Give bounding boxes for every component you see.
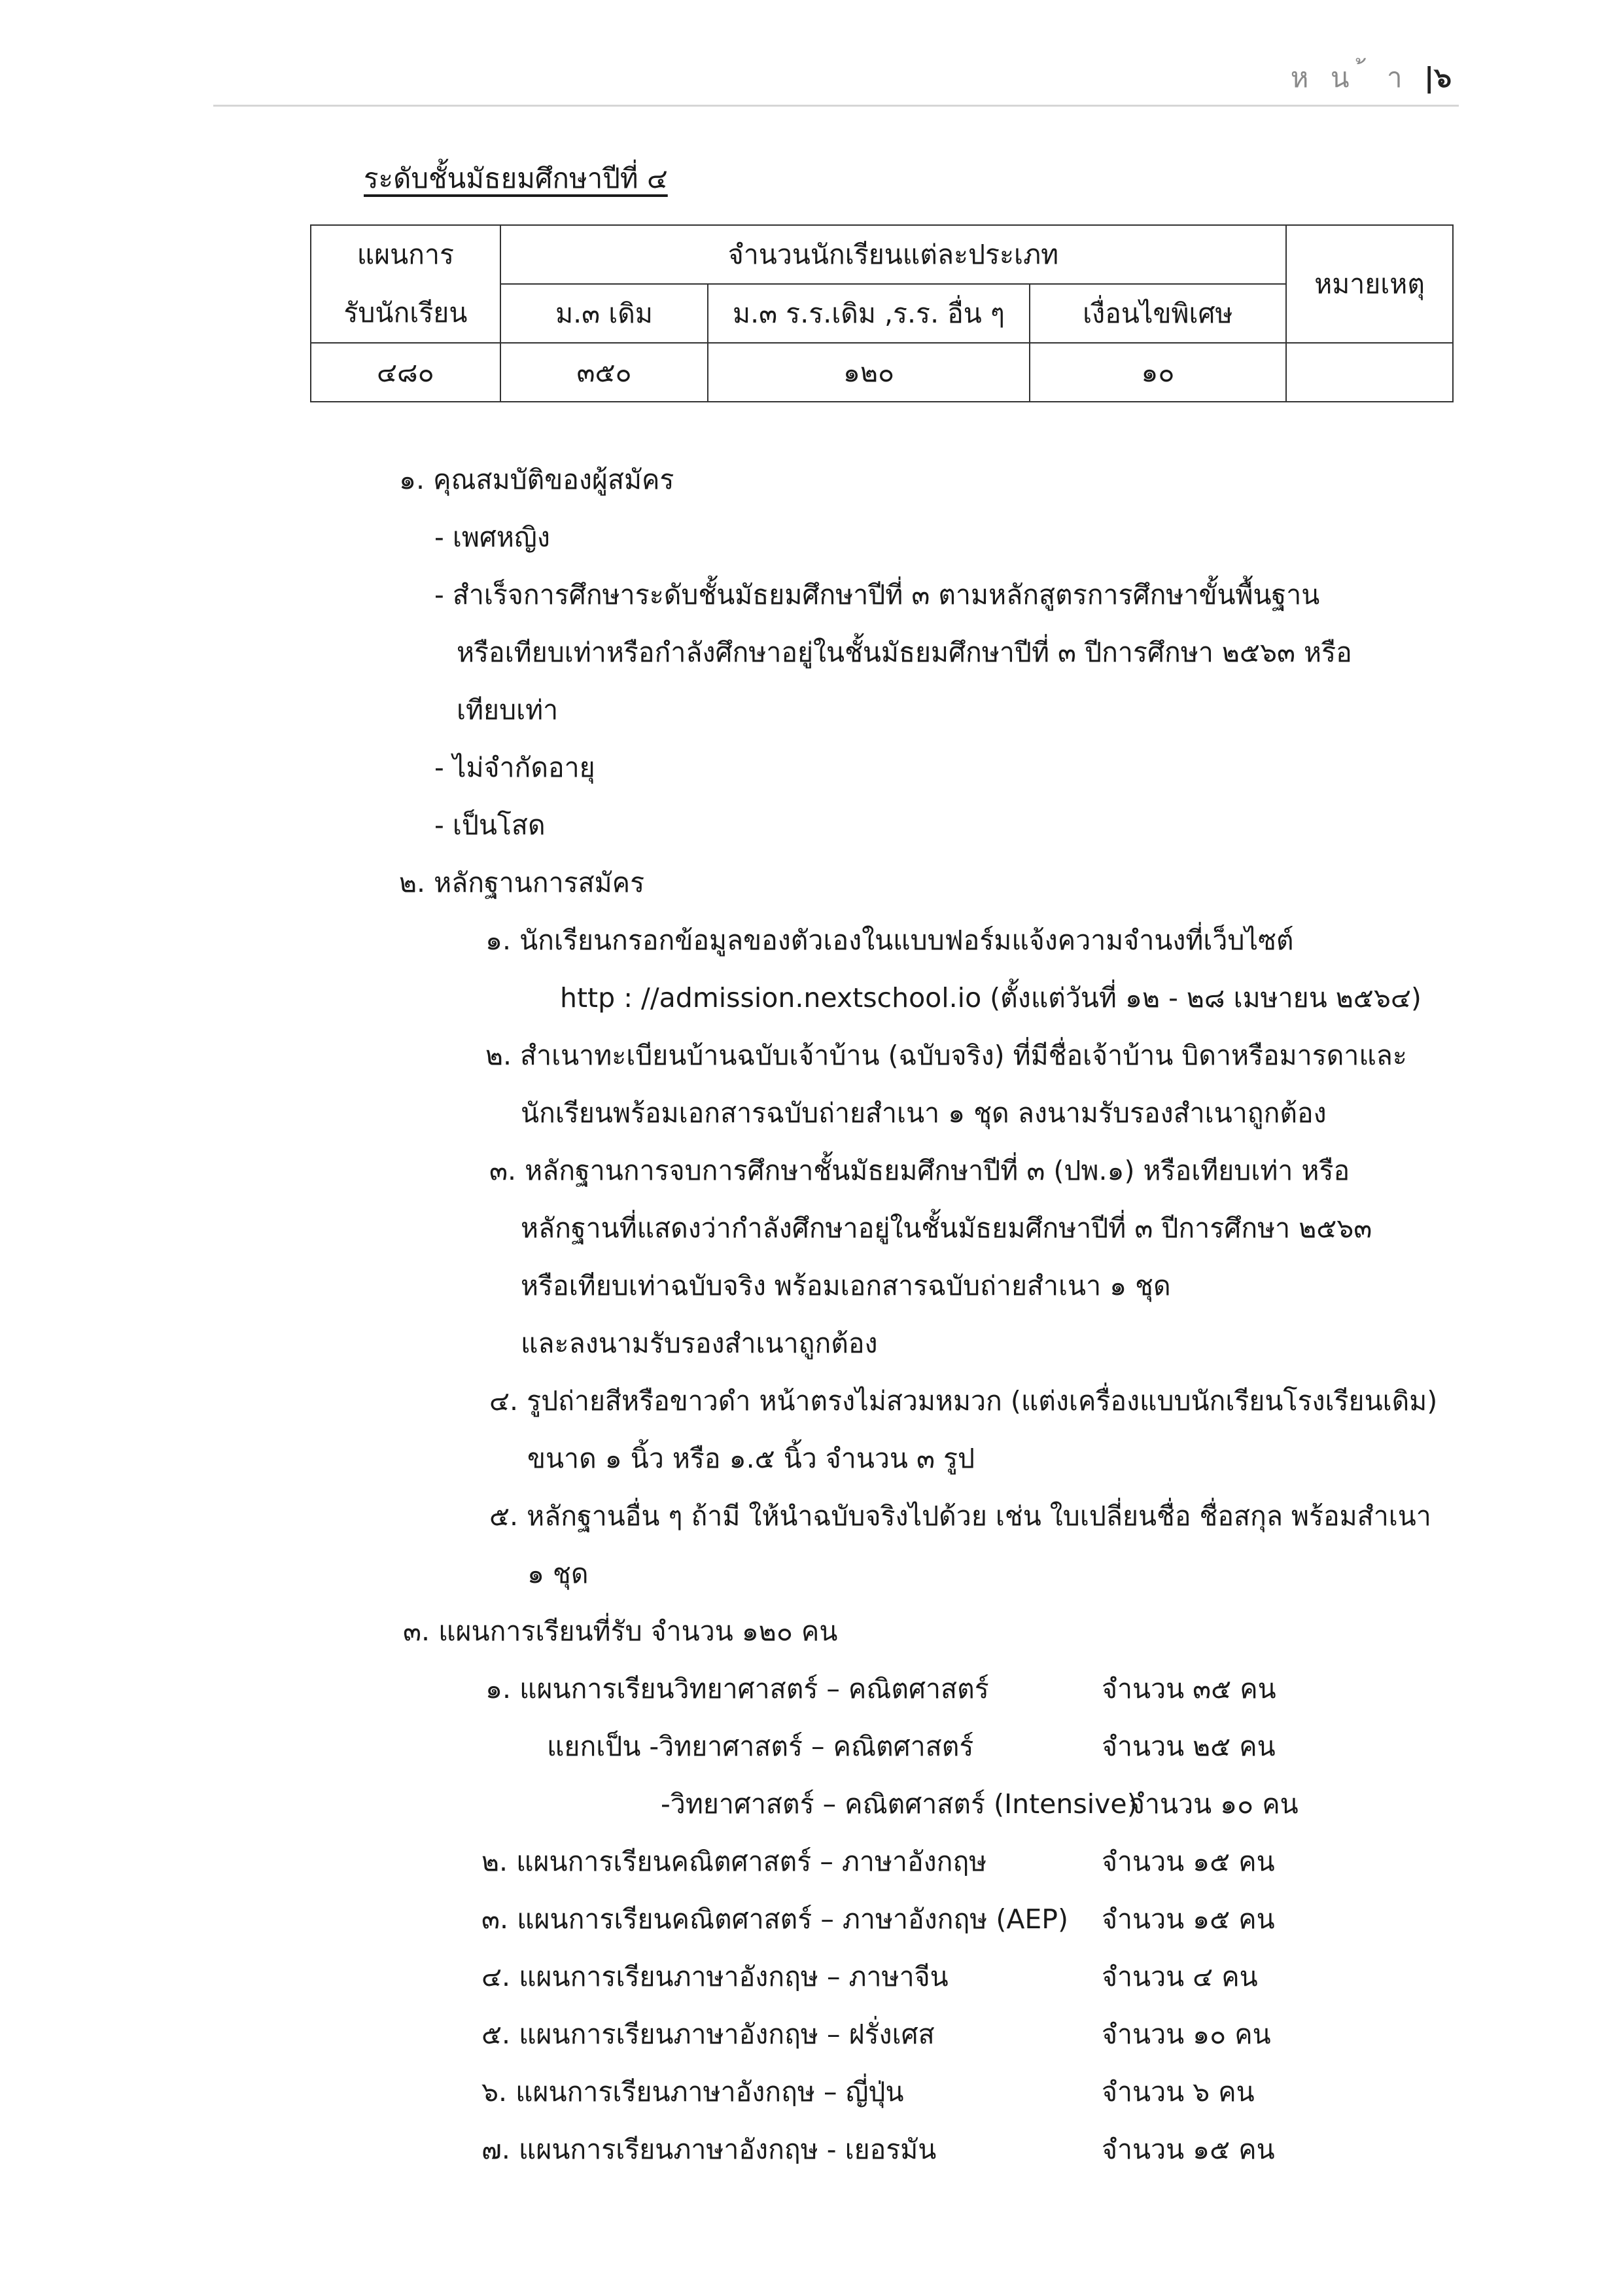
section-heading: ระดับชั้นมัธยมศึกษาปีที่ ๔	[364, 162, 668, 194]
plan-name: ๒. แผนการเรียนคณิตศาสตร์ – ภาษาอังกฤษ	[481, 1846, 987, 1877]
page-separator: |	[1423, 62, 1435, 94]
list-item: - เป็นโสด	[434, 809, 546, 841]
cell-m3-original: ๓๕๐	[500, 343, 708, 402]
list-item: http : //admission.nextschool.io (ตั้งแต่วันที่ ๑๒ - ๒๘ เมษายน ๒๕๖๔)	[560, 982, 1422, 1014]
subheader-m3-other: ม.๓ ร.ร.เดิม ,ร.ร. อื่น ๆ	[708, 284, 1029, 343]
subheader-special: เงื่อนไขพิเศษ	[1030, 284, 1287, 343]
student-count-group-header: จำนวนนักเรียนแต่ละประเภท	[500, 225, 1286, 284]
plan-count: จำนวน ๖ คน	[1102, 2076, 1255, 2108]
plan-count: จำนวน ๑๐ คน	[1129, 1788, 1299, 1820]
plan-name: ๕. แผนการเรียนภาษาอังกฤษ – ฝรั่งเศส	[481, 2019, 935, 2050]
list-item: ๑. นักเรียนกรอกข้อมูลของตัวเองในแบบฟอร์มแจ้งความจำนงที่เว็บไซต์	[485, 925, 1294, 956]
plan-count: จำนวน ๑๕ คน	[1102, 2134, 1275, 2165]
list-item: ๕. หลักฐานอื่น ๆ ถ้ามี ให้นำฉบับจริงไปด้วย เช่น ใบเปลี่ยนชื่อ ชื่อสกุล พร้อมสำเนา	[489, 1500, 1431, 1532]
page-number	[1291, 56, 1452, 99]
list-item: - สำเร็จการศึกษาระดับชั้นมัธยมศึกษาปีที่ ๓ ตามหลักสูตรการศึกษาขั้นพื้นฐาน	[434, 579, 1320, 610]
list-item: นักเรียนพร้อมเอกสารฉบับถ่ายสำเนา ๑ ชุด ลงนามรับรองสำเนาถูกต้อง	[521, 1097, 1327, 1129]
plan-count: จำนวน ๑๕ คน	[1102, 1903, 1275, 1935]
section2-title: ๒. หลักฐานการสมัคร	[399, 867, 645, 898]
cell-m3-other: ๑๒๐	[708, 343, 1029, 402]
list-item: เทียบเท่า	[457, 694, 559, 726]
plan-name: ๖. แผนการเรียนภาษาอังกฤษ – ญี่ปุ่น	[481, 2076, 904, 2108]
remark-header: หมายเหตุ	[1286, 225, 1453, 343]
list-item: - ไม่จำกัดอายุ	[434, 752, 595, 783]
table-row	[311, 343, 1453, 402]
plan-header-line2: รับนักเรียน	[311, 284, 500, 343]
admission-table	[310, 224, 1454, 402]
list-item: ๓. หลักฐานการจบการศึกษาชั้นมัธยมศึกษาปีที่ ๓ (ปพ.๑) หรือเทียบเท่า หรือ	[489, 1155, 1350, 1186]
header-divider	[213, 105, 1459, 107]
list-item: ๑ ชุด	[527, 1558, 589, 1589]
cell-total: ๔๘๐	[311, 343, 500, 402]
list-item: ขนาด ๑ นิ้ว หรือ ๑.๕ นิ้ว จำนวน ๓ รูป	[527, 1443, 975, 1474]
page-number-value: ๖	[1434, 62, 1452, 94]
list-item: ๔. รูปถ่ายสีหรือขาวดำ หน้าตรงไม่สวมหมวก (แต่งเครื่องแบบนักเรียนโรงเรียนเดิม)	[489, 1385, 1438, 1417]
cell-remark	[1286, 343, 1453, 402]
plan-count: จำนวน ๑๐ คน	[1102, 2019, 1271, 2050]
list-item: หลักฐานที่แสดงว่ากำลังศึกษาอยู่ในชั้นมัธยมศึกษาปีที่ ๓ ปีการศึกษา ๒๕๖๓	[521, 1212, 1372, 1244]
plan-name: ๑. แผนการเรียนวิทยาศาสตร์ – คณิตศาสตร์	[485, 1673, 989, 1704]
list-item: - เพศหญิง	[434, 521, 550, 553]
list-item: หรือเทียบเท่าฉบับจริง พร้อมเอกสารฉบับถ่ายสำเนา ๑ ชุด	[521, 1270, 1171, 1301]
section3-title: ๓. แผนการเรียนที่รับ จำนวน ๑๒๐ คน	[403, 1616, 838, 1647]
plan-name: ๗. แผนการเรียนภาษาอังกฤษ - เยอรมัน	[481, 2134, 937, 2165]
plan-count: จำนวน ๓๕ คน	[1102, 1673, 1276, 1704]
plan-count: จำนวน ๑๕ คน	[1102, 1846, 1275, 1877]
page-label: ห น ้ า	[1290, 62, 1409, 94]
plan-name: ๓. แผนการเรียนคณิตศาสตร์ – ภาษาอังกฤษ (AEP)	[481, 1903, 1069, 1935]
subheader-m3-original: ม.๓ เดิม	[500, 284, 708, 343]
plan-header-line1: แผนการ	[311, 225, 500, 284]
list-item: ๒. สำเนาทะเบียนบ้านฉบับเจ้าบ้าน (ฉบับจริง) ที่มีชื่อเจ้าบ้าน บิดาหรือมารดาและ	[485, 1040, 1407, 1071]
cell-special: ๑๐	[1030, 343, 1287, 402]
list-item: หรือเทียบเท่าหรือกำลังศึกษาอยู่ในชั้นมัธยมศึกษาปีที่ ๓ ปีการศึกษา ๒๕๖๓ หรือ	[457, 637, 1352, 668]
plan-count: จำนวน ๒๕ คน	[1102, 1731, 1276, 1762]
plan-name: -วิทยาศาสตร์ – คณิตศาสตร์ (Intensive)	[661, 1788, 1138, 1820]
plan-name: ๔. แผนการเรียนภาษาอังกฤษ – ภาษาจีน	[481, 1961, 949, 1992]
section1-title: ๑. คุณสมบัติของผู้สมัคร	[399, 464, 674, 495]
plan-count: จำนวน ๔ คน	[1102, 1961, 1258, 1992]
plan-name: แยกเป็น -วิทยาศาสตร์ – คณิตศาสตร์	[547, 1731, 974, 1762]
list-item: และลงนามรับรองสำเนาถูกต้อง	[521, 1328, 878, 1359]
